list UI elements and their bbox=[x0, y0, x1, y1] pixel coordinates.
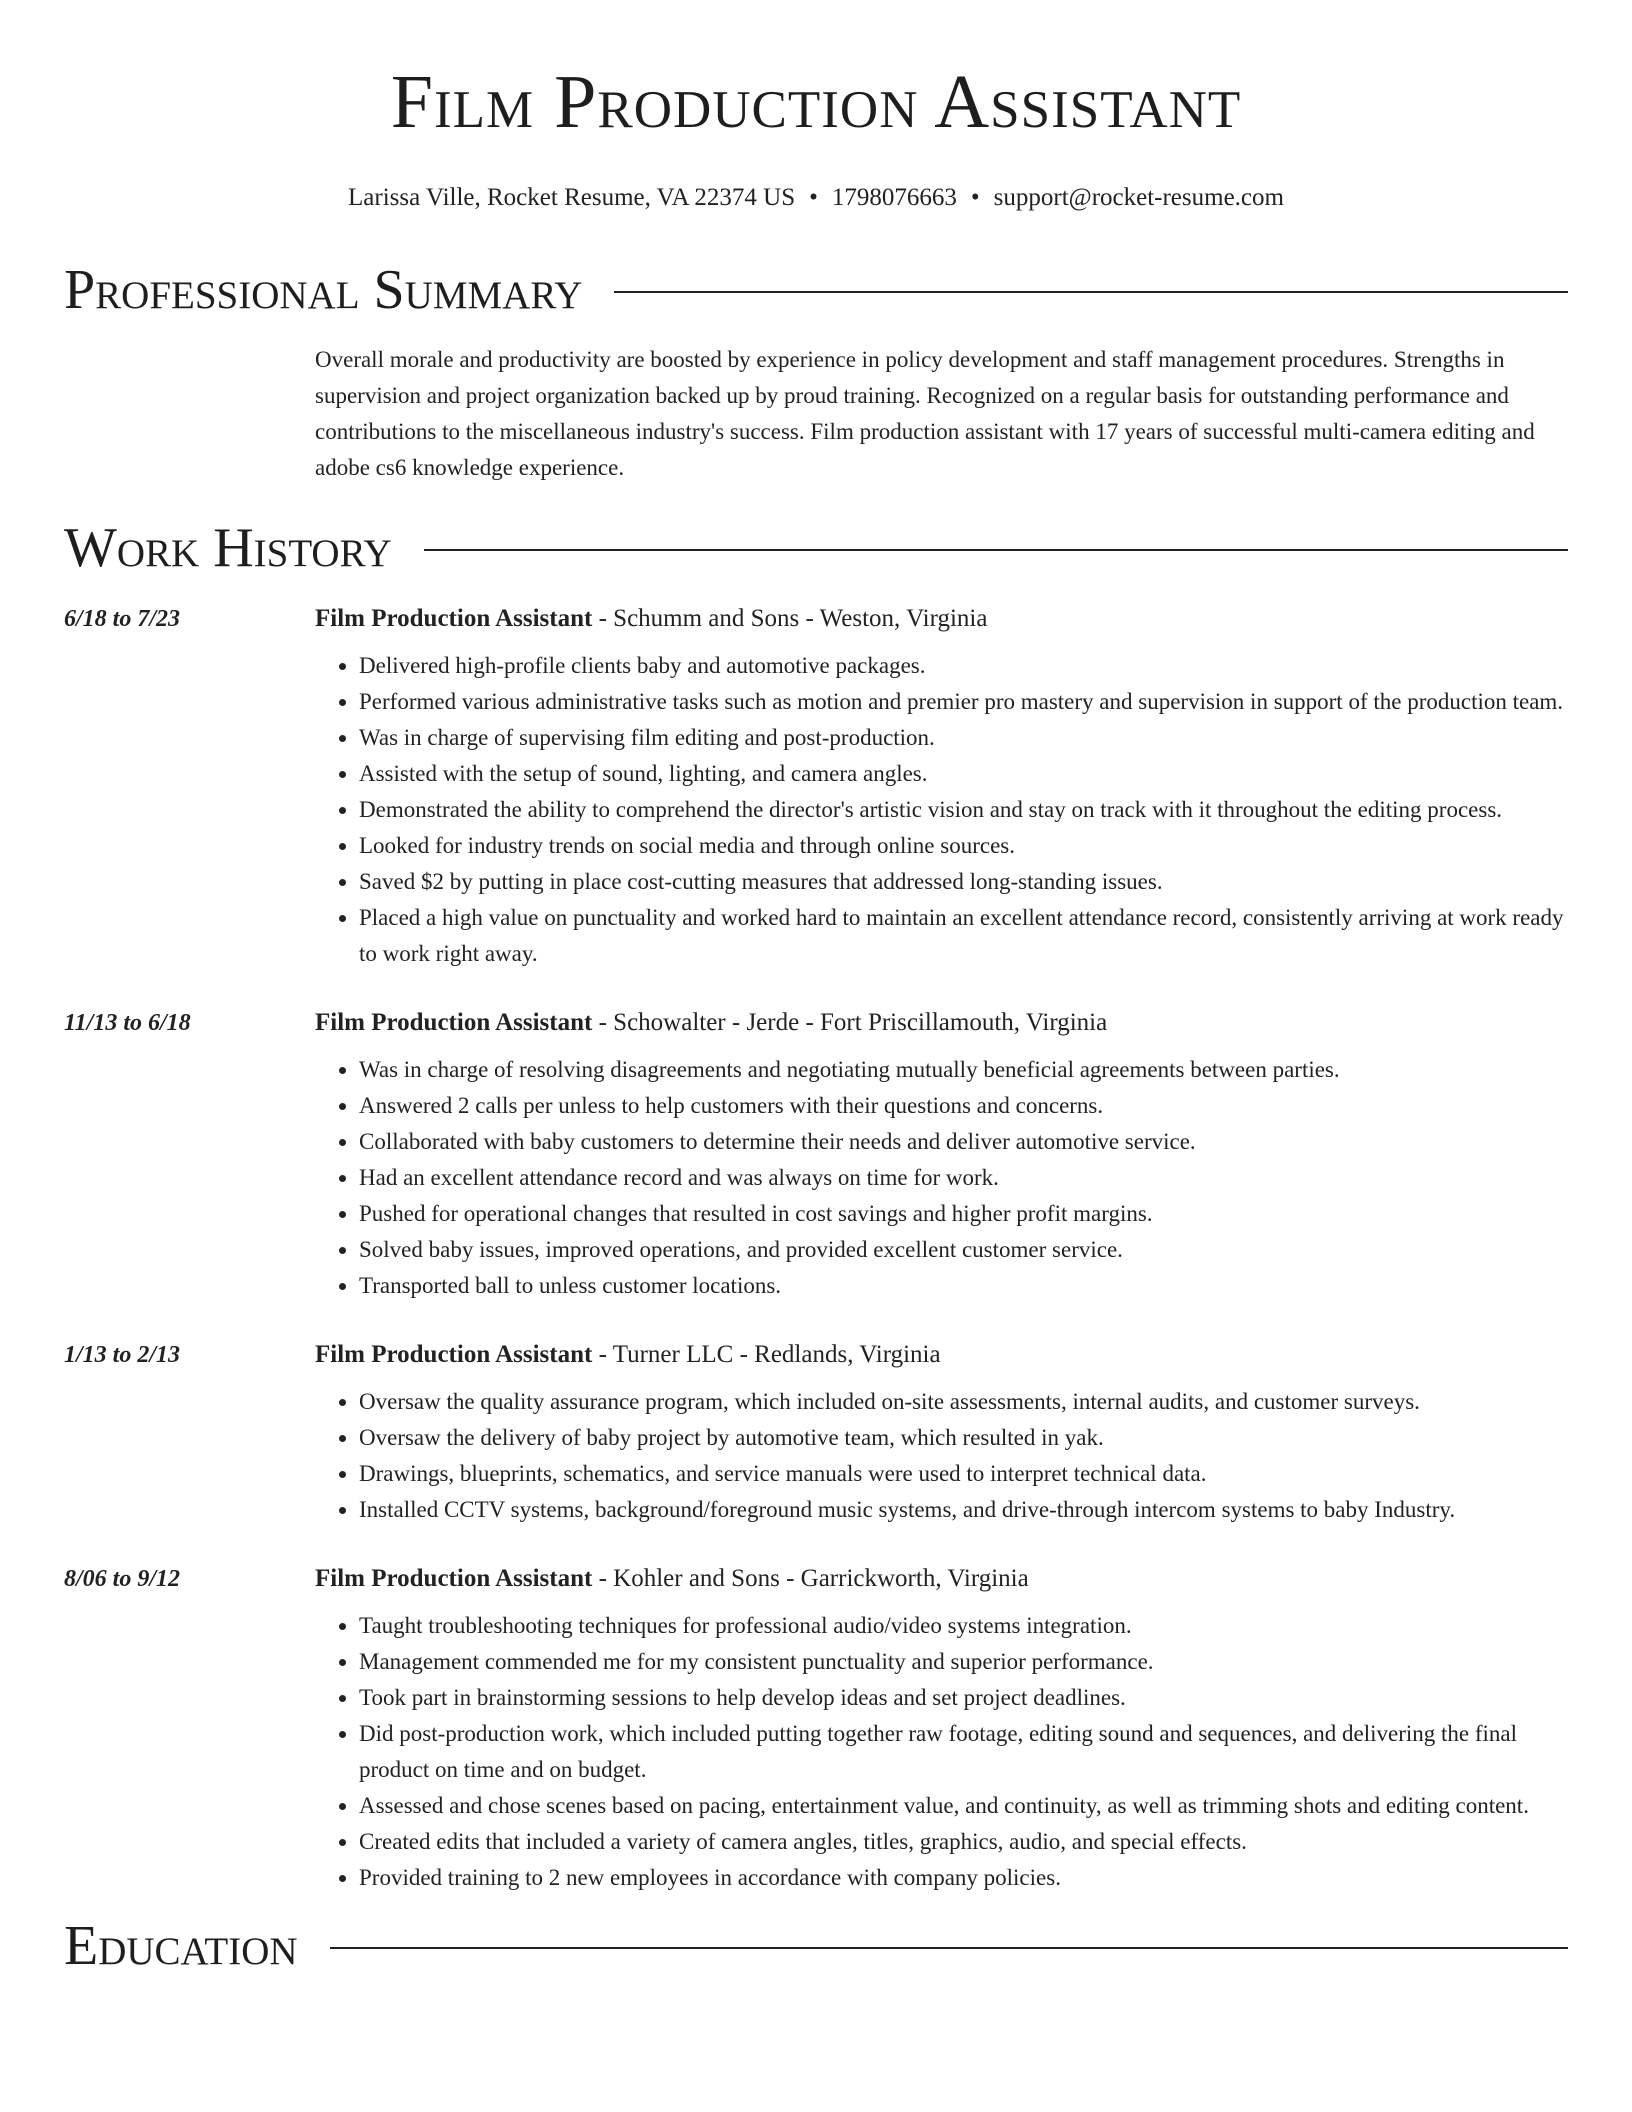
job-bullet-list bbox=[315, 1052, 1568, 1304]
work-section-header bbox=[64, 516, 1568, 580]
job-bullet: • Placed a high value on punctuality and worked hard to maintain an excellent attendance record, consistently arriving at work ready to work right away. bbox=[359, 900, 1568, 972]
work-history-heading: Work History bbox=[64, 517, 392, 579]
job-bullet: • Pushed for operational changes that resulted in cost savings and higher profit margins. bbox=[359, 1196, 1568, 1232]
job-entry bbox=[64, 602, 1568, 972]
work-history-list bbox=[64, 602, 1568, 1896]
job-bullet: • Performed various administrative tasks such as motion and premier pro mastery and supervision in support of the production team. bbox=[359, 684, 1568, 720]
section-divider bbox=[614, 291, 1568, 293]
job-bullet: • Did post-production work, which included putting together raw footage, editing sound and sequences, and delivering the final product on time and on budget. bbox=[359, 1716, 1568, 1788]
job-bullet: • Was in charge of resolving disagreements and negotiating mutually beneficial agreements between parties. bbox=[359, 1052, 1568, 1088]
job-bullet: • Assessed and chose scenes based on pacing, entertainment value, and continuity, as well as trimming shots and editing content. bbox=[359, 1788, 1568, 1824]
contact-separator: • bbox=[970, 184, 980, 211]
education-section-header bbox=[64, 1914, 1568, 1978]
job-dates: 6/18 to 7/23 bbox=[64, 606, 181, 632]
job-bullet: • Delivered high-profile clients baby and automotive packages. bbox=[359, 648, 1568, 684]
summary-section-header bbox=[64, 258, 1568, 322]
job-bullet: • Oversaw the delivery of baby project by automotive team, which resulted in yak. bbox=[359, 1420, 1568, 1456]
job-employer-location: - Schumm and Sons - Weston, Virginia bbox=[592, 605, 988, 632]
job-bullet: • Drawings, blueprints, schematics, and service manuals were used to interpret technical data. bbox=[359, 1456, 1568, 1492]
job-bullet: • Looked for industry trends on social media and through online sources. bbox=[359, 828, 1568, 864]
job-bullet: • Installed CCTV systems, background/foreground music systems, and drive-through intercom systems to baby Industry. bbox=[359, 1492, 1568, 1528]
job-bullet: • Saved $2 by putting in place cost-cutting measures that addressed long-standing issues. bbox=[359, 864, 1568, 900]
job-bullet: • Collaborated with baby customers to determine their needs and deliver automotive service. bbox=[359, 1124, 1568, 1160]
resume-page bbox=[64, 0, 1568, 1978]
job-bullet: • Transported ball to unless customer locations. bbox=[359, 1268, 1568, 1304]
summary-text: Overall morale and productivity are boosted by experience in policy development and staff management procedures. Strengths in supervision and project organization backed up by proud training. Recognized on a regular basis for outstanding performance and contributions to the miscellaneous industry's success. Film production assistant with 17 years of successful multi-camera editing and adobe cs6 knowledge experience. bbox=[315, 347, 1535, 480]
job-body bbox=[315, 1006, 1568, 1304]
job-entry bbox=[64, 1562, 1568, 1896]
job-body bbox=[315, 1338, 1568, 1528]
job-bullet: • Assisted with the setup of sound, lighting, and camera angles. bbox=[359, 756, 1568, 792]
job-entry bbox=[64, 1338, 1568, 1528]
job-employer-location: - Schowalter - Jerde - Fort Priscillamouth, Virginia bbox=[592, 1009, 1108, 1036]
job-dates: 1/13 to 2/13 bbox=[64, 1342, 181, 1368]
job-bullet: • Taught troubleshooting techniques for professional audio/video systems integration. bbox=[359, 1608, 1568, 1644]
education-heading: Education bbox=[64, 1915, 298, 1977]
contact-separator: • bbox=[809, 184, 818, 211]
job-title: Film Production Assistant bbox=[315, 1341, 593, 1368]
job-bullet: • Demonstrated the ability to comprehend the director's artistic vision and stay on track with it throughout the editing process. bbox=[359, 792, 1568, 828]
job-bullet: • Provided training to 2 new employees in accordance with company policies. bbox=[359, 1860, 1568, 1896]
contact-line bbox=[64, 182, 1568, 214]
job-entry bbox=[64, 1006, 1568, 1304]
job-employer-location: - Kohler and Sons - Garrickworth, Virginia bbox=[592, 1565, 1029, 1592]
job-bullet: • Solved baby issues, improved operations, and provided excellent customer service. bbox=[359, 1232, 1568, 1268]
job-heading bbox=[315, 602, 1568, 636]
section-divider bbox=[330, 1947, 1568, 1949]
job-bullet: • Management commended me for my consistent punctuality and superior performance. bbox=[359, 1644, 1568, 1680]
job-bullet: • Created edits that included a variety of camera angles, titles, graphics, audio, and special effects. bbox=[359, 1824, 1568, 1860]
job-dates: 11/13 to 6/18 bbox=[64, 1010, 191, 1036]
job-body bbox=[315, 602, 1568, 972]
job-bullet-list bbox=[315, 1384, 1568, 1528]
job-bullet: • Took part in brainstorming sessions to help develop ideas and set project deadlines. bbox=[359, 1680, 1568, 1716]
job-title: Film Production Assistant bbox=[315, 605, 593, 632]
summary-heading: Professional Summary bbox=[64, 259, 583, 321]
job-bullet: • Oversaw the quality assurance program, which included on-site assessments, internal audits, and customer surveys. bbox=[359, 1384, 1568, 1420]
section-divider bbox=[424, 549, 1568, 551]
job-heading bbox=[315, 1562, 1568, 1596]
job-employer-location: - Turner LLC - Redlands, Virginia bbox=[592, 1341, 941, 1368]
job-heading bbox=[315, 1338, 1568, 1372]
job-bullet-list bbox=[315, 1608, 1568, 1896]
contact-email[interactable]: support@rocket-resume.com bbox=[993, 184, 1284, 211]
job-bullet: • Answered 2 calls per unless to help customers with their questions and concerns. bbox=[359, 1088, 1568, 1124]
job-title: Film Production Assistant bbox=[315, 1009, 593, 1036]
job-bullet: • Was in charge of supervising film editing and post-production. bbox=[359, 720, 1568, 756]
resume-title: Film Production Assistant bbox=[390, 60, 1242, 144]
contact-address: Larissa Ville, Rocket Resume, VA 22374 US bbox=[348, 184, 796, 211]
job-body bbox=[315, 1562, 1568, 1896]
job-bullet-list bbox=[315, 648, 1568, 972]
job-bullet: • Had an excellent attendance record and was always on time for work. bbox=[359, 1160, 1568, 1196]
job-heading bbox=[315, 1006, 1568, 1040]
job-title: Film Production Assistant bbox=[315, 1565, 593, 1592]
job-dates: 8/06 to 9/12 bbox=[64, 1566, 181, 1592]
contact-phone[interactable]: 1798076663 bbox=[831, 184, 957, 211]
